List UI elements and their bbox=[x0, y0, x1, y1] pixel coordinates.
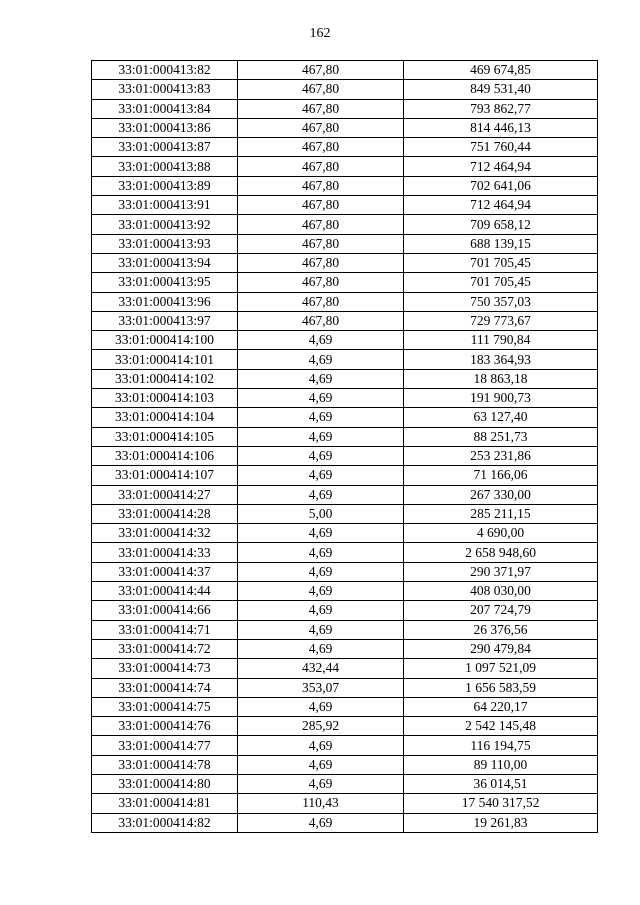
table-row bbox=[92, 80, 598, 99]
table-row bbox=[92, 408, 598, 427]
cadastral-number-cell: 33:01:000413:84 bbox=[92, 99, 238, 118]
value-cell: 469 674,85 bbox=[404, 61, 598, 80]
cadastral-number-cell: 33:01:000413:97 bbox=[92, 311, 238, 330]
value-cell: 207 724,79 bbox=[404, 601, 598, 620]
value-cell: 63 127,40 bbox=[404, 408, 598, 427]
value-cell: 253 231,86 bbox=[404, 446, 598, 465]
cadastral-number-cell: 33:01:000414:81 bbox=[92, 794, 238, 813]
cadastral-number-cell: 33:01:000414:102 bbox=[92, 369, 238, 388]
table-row bbox=[92, 196, 598, 215]
page-number: 162 bbox=[309, 26, 331, 41]
cadastral-number-cell: 33:01:000414:71 bbox=[92, 620, 238, 639]
area-cell: 4,69 bbox=[238, 331, 404, 350]
table-row bbox=[92, 234, 598, 253]
cadastral-number-cell: 33:01:000414:72 bbox=[92, 639, 238, 658]
table-row bbox=[92, 717, 598, 736]
cadastral-number-cell: 33:01:000414:28 bbox=[92, 504, 238, 523]
table-row bbox=[92, 331, 598, 350]
table-row bbox=[92, 659, 598, 678]
area-cell: 467,80 bbox=[238, 253, 404, 272]
area-cell: 467,80 bbox=[238, 215, 404, 234]
cadastral-table bbox=[91, 60, 598, 833]
table-row bbox=[92, 215, 598, 234]
area-cell: 432,44 bbox=[238, 659, 404, 678]
table-row bbox=[92, 774, 598, 793]
cadastral-number-cell: 33:01:000414:74 bbox=[92, 678, 238, 697]
cadastral-number-cell: 33:01:000414:105 bbox=[92, 427, 238, 446]
table-row bbox=[92, 543, 598, 562]
area-cell: 4,69 bbox=[238, 408, 404, 427]
area-cell: 285,92 bbox=[238, 717, 404, 736]
table-row bbox=[92, 292, 598, 311]
value-cell: 729 773,67 bbox=[404, 311, 598, 330]
cadastral-number-cell: 33:01:000414:104 bbox=[92, 408, 238, 427]
value-cell: 4 690,00 bbox=[404, 524, 598, 543]
cadastral-number-cell: 33:01:000414:80 bbox=[92, 774, 238, 793]
area-cell: 4,69 bbox=[238, 485, 404, 504]
area-cell: 467,80 bbox=[238, 292, 404, 311]
value-cell: 688 139,15 bbox=[404, 234, 598, 253]
area-cell: 4,69 bbox=[238, 562, 404, 581]
area-cell: 467,80 bbox=[238, 311, 404, 330]
value-cell: 750 357,03 bbox=[404, 292, 598, 311]
area-cell: 5,00 bbox=[238, 504, 404, 523]
cadastral-number-cell: 33:01:000413:87 bbox=[92, 138, 238, 157]
table-row bbox=[92, 427, 598, 446]
value-cell: 712 464,94 bbox=[404, 196, 598, 215]
cadastral-number-cell: 33:01:000414:78 bbox=[92, 755, 238, 774]
cadastral-number-cell: 33:01:000414:101 bbox=[92, 350, 238, 369]
area-cell: 467,80 bbox=[238, 138, 404, 157]
table-row bbox=[92, 678, 598, 697]
table-row bbox=[92, 813, 598, 832]
area-cell: 4,69 bbox=[238, 524, 404, 543]
cadastral-number-cell: 33:01:000413:91 bbox=[92, 196, 238, 215]
value-cell: 17 540 317,52 bbox=[404, 794, 598, 813]
table-row bbox=[92, 620, 598, 639]
area-cell: 4,69 bbox=[238, 601, 404, 620]
cadastral-number-cell: 33:01:000414:100 bbox=[92, 331, 238, 350]
table-body bbox=[92, 61, 598, 833]
cadastral-number-cell: 33:01:000413:89 bbox=[92, 176, 238, 195]
value-cell: 64 220,17 bbox=[404, 697, 598, 716]
area-cell: 4,69 bbox=[238, 697, 404, 716]
value-cell: 116 194,75 bbox=[404, 736, 598, 755]
value-cell: 71 166,06 bbox=[404, 466, 598, 485]
area-cell: 4,69 bbox=[238, 620, 404, 639]
table-row bbox=[92, 118, 598, 137]
table-row bbox=[92, 524, 598, 543]
area-cell: 4,69 bbox=[238, 350, 404, 369]
area-cell: 4,69 bbox=[238, 427, 404, 446]
value-cell: 89 110,00 bbox=[404, 755, 598, 774]
area-cell: 467,80 bbox=[238, 61, 404, 80]
area-cell: 4,69 bbox=[238, 813, 404, 832]
value-cell: 18 863,18 bbox=[404, 369, 598, 388]
value-cell: 19 261,83 bbox=[404, 813, 598, 832]
table-row bbox=[92, 485, 598, 504]
table-row bbox=[92, 157, 598, 176]
value-cell: 111 790,84 bbox=[404, 331, 598, 350]
value-cell: 1 656 583,59 bbox=[404, 678, 598, 697]
area-cell: 467,80 bbox=[238, 196, 404, 215]
area-cell: 110,43 bbox=[238, 794, 404, 813]
value-cell: 709 658,12 bbox=[404, 215, 598, 234]
table-row bbox=[92, 61, 598, 80]
table-row bbox=[92, 736, 598, 755]
cadastral-number-cell: 33:01:000413:95 bbox=[92, 273, 238, 292]
table-row bbox=[92, 369, 598, 388]
value-cell: 701 705,45 bbox=[404, 253, 598, 272]
table-row bbox=[92, 99, 598, 118]
cadastral-number-cell: 33:01:000413:83 bbox=[92, 80, 238, 99]
table-row bbox=[92, 311, 598, 330]
value-cell: 814 446,13 bbox=[404, 118, 598, 137]
table-row bbox=[92, 582, 598, 601]
value-cell: 2 658 948,60 bbox=[404, 543, 598, 562]
cadastral-number-cell: 33:01:000414:76 bbox=[92, 717, 238, 736]
value-cell: 36 014,51 bbox=[404, 774, 598, 793]
cadastral-number-cell: 33:01:000414:32 bbox=[92, 524, 238, 543]
cadastral-number-cell: 33:01:000414:77 bbox=[92, 736, 238, 755]
table-row bbox=[92, 562, 598, 581]
value-cell: 191 900,73 bbox=[404, 389, 598, 408]
cadastral-number-cell: 33:01:000414:66 bbox=[92, 601, 238, 620]
cadastral-number-cell: 33:01:000414:82 bbox=[92, 813, 238, 832]
value-cell: 701 705,45 bbox=[404, 273, 598, 292]
area-cell: 467,80 bbox=[238, 80, 404, 99]
table-row bbox=[92, 466, 598, 485]
cadastral-number-cell: 33:01:000414:37 bbox=[92, 562, 238, 581]
value-cell: 712 464,94 bbox=[404, 157, 598, 176]
cadastral-number-cell: 33:01:000413:92 bbox=[92, 215, 238, 234]
area-cell: 467,80 bbox=[238, 273, 404, 292]
area-cell: 4,69 bbox=[238, 369, 404, 388]
table-row bbox=[92, 639, 598, 658]
area-cell: 467,80 bbox=[238, 176, 404, 195]
table-row bbox=[92, 601, 598, 620]
area-cell: 4,69 bbox=[238, 446, 404, 465]
value-cell: 183 364,93 bbox=[404, 350, 598, 369]
cadastral-number-cell: 33:01:000413:96 bbox=[92, 292, 238, 311]
area-cell: 467,80 bbox=[238, 118, 404, 137]
value-cell: 26 376,56 bbox=[404, 620, 598, 639]
cadastral-number-cell: 33:01:000414:33 bbox=[92, 543, 238, 562]
value-cell: 793 862,77 bbox=[404, 99, 598, 118]
cadastral-number-cell: 33:01:000414:75 bbox=[92, 697, 238, 716]
value-cell: 290 479,84 bbox=[404, 639, 598, 658]
area-cell: 4,69 bbox=[238, 466, 404, 485]
table-row bbox=[92, 350, 598, 369]
value-cell: 849 531,40 bbox=[404, 80, 598, 99]
cadastral-number-cell: 33:01:000413:93 bbox=[92, 234, 238, 253]
cadastral-number-cell: 33:01:000413:82 bbox=[92, 61, 238, 80]
area-cell: 4,69 bbox=[238, 755, 404, 774]
table-row bbox=[92, 794, 598, 813]
table-row bbox=[92, 253, 598, 272]
value-cell: 285 211,15 bbox=[404, 504, 598, 523]
area-cell: 4,69 bbox=[238, 582, 404, 601]
table-row bbox=[92, 446, 598, 465]
value-cell: 408 030,00 bbox=[404, 582, 598, 601]
area-cell: 353,07 bbox=[238, 678, 404, 697]
cadastral-number-cell: 33:01:000413:86 bbox=[92, 118, 238, 137]
value-cell: 1 097 521,09 bbox=[404, 659, 598, 678]
cadastral-number-cell: 33:01:000414:103 bbox=[92, 389, 238, 408]
table-row bbox=[92, 273, 598, 292]
cadastral-number-cell: 33:01:000414:44 bbox=[92, 582, 238, 601]
cadastral-number-cell: 33:01:000414:27 bbox=[92, 485, 238, 504]
value-cell: 702 641,06 bbox=[404, 176, 598, 195]
cadastral-number-cell: 33:01:000413:94 bbox=[92, 253, 238, 272]
cadastral-number-cell: 33:01:000413:88 bbox=[92, 157, 238, 176]
value-cell: 290 371,97 bbox=[404, 562, 598, 581]
cadastral-number-cell: 33:01:000414:73 bbox=[92, 659, 238, 678]
table-row bbox=[92, 138, 598, 157]
value-cell: 2 542 145,48 bbox=[404, 717, 598, 736]
cadastral-number-cell: 33:01:000414:106 bbox=[92, 446, 238, 465]
table-row bbox=[92, 697, 598, 716]
value-cell: 267 330,00 bbox=[404, 485, 598, 504]
area-cell: 4,69 bbox=[238, 639, 404, 658]
area-cell: 4,69 bbox=[238, 389, 404, 408]
area-cell: 467,80 bbox=[238, 234, 404, 253]
table-row bbox=[92, 176, 598, 195]
table-row bbox=[92, 504, 598, 523]
area-cell: 467,80 bbox=[238, 157, 404, 176]
area-cell: 467,80 bbox=[238, 99, 404, 118]
cadastral-number-cell: 33:01:000414:107 bbox=[92, 466, 238, 485]
table-row bbox=[92, 389, 598, 408]
value-cell: 751 760,44 bbox=[404, 138, 598, 157]
table-row bbox=[92, 755, 598, 774]
area-cell: 4,69 bbox=[238, 543, 404, 562]
area-cell: 4,69 bbox=[238, 774, 404, 793]
value-cell: 88 251,73 bbox=[404, 427, 598, 446]
area-cell: 4,69 bbox=[238, 736, 404, 755]
